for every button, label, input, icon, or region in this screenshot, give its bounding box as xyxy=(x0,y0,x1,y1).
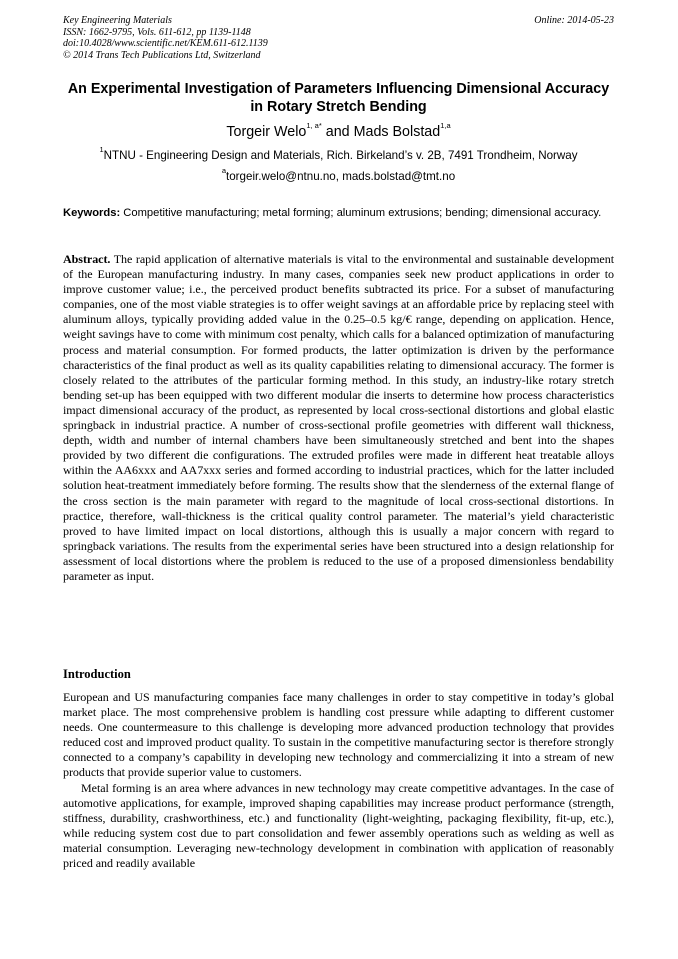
introduction-body xyxy=(63,690,614,871)
online-date: Online: 2014-05-23 xyxy=(534,15,614,26)
author-name: Mads Bolstad xyxy=(353,124,441,140)
journal-name: Key Engineering Materials xyxy=(63,15,172,26)
affiliation-mark: 1 xyxy=(99,145,104,155)
keywords-label: Keywords: xyxy=(63,207,121,219)
section-heading-introduction: Introduction xyxy=(63,667,131,681)
issn-line: ISSN: 1662-9795, Vols. 611-612, pp 1139-1148 xyxy=(63,26,251,38)
affiliation-text: NTNU - Engineering Design and Materials, Rich. Birkeland’s v. 2B, 7491 Trondheim, Norway xyxy=(103,149,578,162)
author-name: Torgeir Welo xyxy=(226,124,307,140)
author-line xyxy=(63,123,614,141)
email-mark: a xyxy=(221,166,227,176)
author-affiliation-mark: 1,a xyxy=(440,121,451,131)
abstract-text: The rapid application of alternative materials is vital to the environmental and sustainable development of the European manufacturing industry. In many cases, companies seek new product applications in order to improve customer value; i.e., the perceived product benefits subtracted its price. For a subset of manufacturing companies, one of the most viable strategies is to offer weight savings at an affordable price by replacing steel with aluminum alloys, typically providing added value in the 0.25–0.5 kg/€ range, depending on application. Hence, weight savings have to come with minimum cost penalty, which calls for a balanced optimization of manufacturing process and material consumption. For formed products, the latter optimization is driven by the performance characteristics of the final product as well as its quality capabilities relating to dimensional accuracy. The former is closely related to the attributes of the particular forming method. In this study, an industry-like rotary stretch bending set-up has been equipped with two different modular die inserts to determine how process characteristics impact dimensional accuracy of the product, as represented by local cross-sectional distortions and global elastic springback in industrial practice. A number of cross-sectional profile geometries with different wall thickness, depth, width and number of internal chambers have been simultaneously stretched and bent into the shapes provided by two different die configurations. The extruded profiles were made in different heat treatable alloys within the AA6xxx and AA7xxx series and formed according to industrial practices, which for the latter included solution heat-treatment immediately before forming. The results show that the slenderness of the external flange of the cross section is the main parameter with regard to the magnitude of local cross-sectional distortions. In practice, therefore, wall-thickness is the critical quality control parameter. The material’s yield characteristic proved to have limited impact on local distortions, although this is usually a major concern with regard to springback variations. The results from the experimental series have been structured into a design relationship for assessment of local distortions where the problem is reduced to the use of a proposed dimensionless bendability parameter as input. xyxy=(63,252,614,583)
paragraph: Metal forming is an area where advances in new technology may create competitive advantages. In the case of automotive applications, for example, improved shaping capabilities may increase product performance (strength, stiffness, durability, crashworthiness, etc.) and functionality (light-weighting, packaging flexibility, fit-up, etc.), while reducing system cost due to part consolidation and fewer assembly operations such as welding as well as material consumption. Leveraging new-technology development in combination with application of reasonably priced and readily available xyxy=(63,780,614,871)
paragraph: European and US manufacturing companies face many challenges in order to stay competitive in today’s global market place. The most comprehensive problem is handling cost pressure while adapting to different customer needs. One countermeasure to this challenge is developing more advanced production technology that provides reduced cost and improved product quality. To sustain in the competitive manufacturing sector is therefore strongly connected to a company’s capability in developing new technology and commercializing it into a stream of new products that provide superior value to customers. xyxy=(63,690,614,780)
author-conjunction: and xyxy=(321,124,354,140)
paper-title: An Experimental Investigation of Parameters Influencing Dimensional Accuracy in Rotary Stretch Bending xyxy=(67,81,610,115)
email-text[interactable]: torgeir.welo@ntnu.no, mads.bolstad@tmt.no xyxy=(226,170,456,183)
author-emails xyxy=(63,166,614,184)
doi-line[interactable]: doi:10.4028/www.scientific.net/KEM.611-612.1139 xyxy=(63,38,268,49)
journal-header xyxy=(63,15,463,61)
copyright-line: © 2014 Trans Tech Publications Ltd, Switzerland xyxy=(63,49,261,61)
keywords xyxy=(63,207,614,220)
affiliation xyxy=(63,145,614,163)
abstract-label: Abstract. xyxy=(63,252,111,266)
author-affiliation-mark: 1, a* xyxy=(306,121,322,131)
abstract xyxy=(63,252,614,584)
keywords-text: Competitive manufacturing; metal forming; aluminum extrusions; bending; dimensional accuracy. xyxy=(120,207,602,219)
